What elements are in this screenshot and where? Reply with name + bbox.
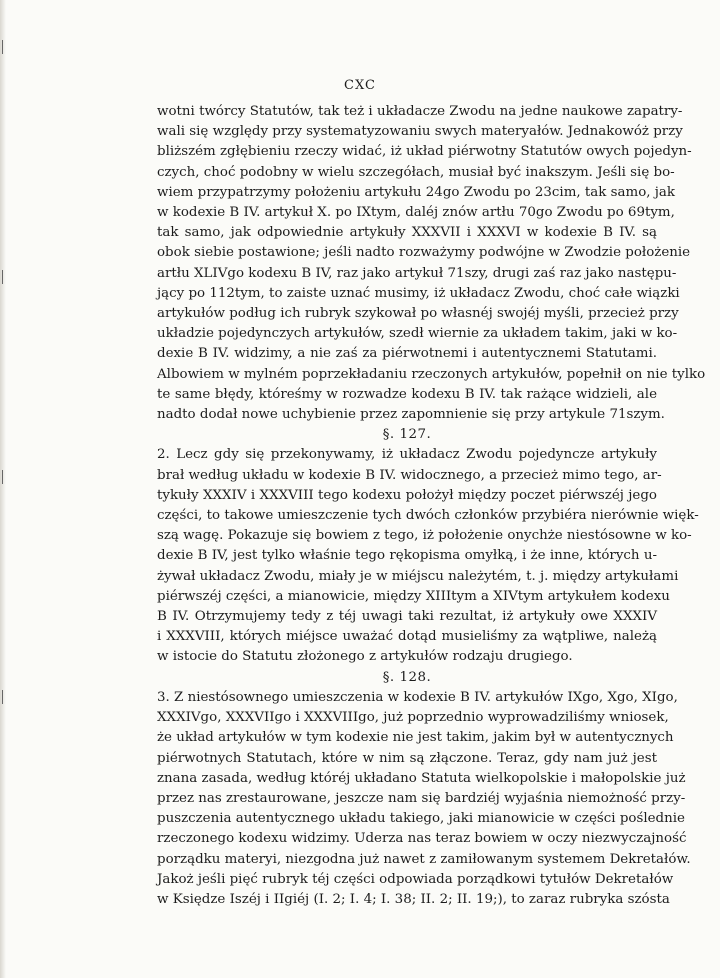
text-line: rzeczonego kodexu widzimy. Uderza nas teraz bowiem w oczy niezwyczajność xyxy=(157,831,687,847)
text-line: wali się względy przy systematyzowaniu swych materyałów. Jednakowóż przy xyxy=(157,124,683,140)
text-line: tak samo, jak odpowiednie artykuły XXXVII i XXXVI w kodexie B IV. są xyxy=(157,225,657,241)
text-line: układzie pojedynczych artykułów, szedł wiernie za układem takim, jaki w ko- xyxy=(157,326,678,342)
text-line: puszczenia autentycznego układu takiego, jaki mianowicie w części poślednie xyxy=(157,811,685,827)
text-line: porządku materyi, niezgodna już nawet z zamiłowanym systemem Dekretałów. xyxy=(157,851,691,867)
page-folio: CXC xyxy=(344,78,376,93)
paragraph-1 xyxy=(157,102,706,425)
section-heading-127: §. 127. xyxy=(382,427,432,443)
text-line: te same błędy, któreśmy w rozwadze kodexu B IV. tak rażące widzieli, ale xyxy=(157,386,657,402)
text-line: Jakoż jeśli pięć rubryk téj części odpowiada porządkowi tytułów Dekretałów xyxy=(157,871,674,887)
paragraph-2 xyxy=(157,445,699,667)
paragraph-3 xyxy=(157,688,691,910)
text-line: XXXIVgo, XXXVIIgo i XXXVIIIgo, już poprzednio wyprowadziliśmy wniosek, xyxy=(157,710,669,726)
page-binding-edge xyxy=(0,0,6,978)
text-line: znana zasada, według któréj układano Statuta wielkopolskie i małopolskie już xyxy=(157,770,686,786)
text-line: 2. Lecz gdy się przekonywamy, iż układacz Zwodu pojedyncze artykuły xyxy=(157,447,657,463)
binding-mark xyxy=(2,270,3,284)
text-line: artłu XLIVgo kodexu B IV, raz jako artykuł 71szy, drugi zaś raz jako następu- xyxy=(157,265,677,281)
text-line: obok siebie postawione; jeśli nadto rozważymy podwójne w Zwodzie położenie xyxy=(157,245,691,261)
text-line: tykuły XXXIV i XXXVIII tego kodexu położył między poczet piérwszéj jego xyxy=(157,487,657,503)
body-text xyxy=(157,102,706,910)
text-line: jący po 112tym, to zaiste uznać musimy, iż układacz Zwodu, choć całe wiązki xyxy=(157,285,680,301)
text-line: 3. Z niestósownego umieszczenia w kodexie B IV. artykułów IXgo, Xgo, XIgo, xyxy=(157,689,678,705)
text-line: i XXXVIII, których miéjsce uważać dotąd musieliśmy za wątpliwe, należą xyxy=(157,629,657,645)
text-line: czych, choć podobny w wielu szczegółach, musiał być inakszym. Jeśli się bo- xyxy=(157,164,675,180)
text-line: dexie B IV. widzimy, a nie zaś za piérwotnemi i autentycznemi Statutami. xyxy=(157,346,657,362)
text-line: szą wagę. Pokazuje się bowiem z tego, iż położenie onychże niestósowne w ko- xyxy=(157,528,692,544)
text-line: wiem przypatrzymy położeniu artykułu 24go Zwodu po 23cim, tak samo, jak xyxy=(157,184,676,200)
text-line: artykułów podług ich rubryk szykował po własnéj swojéj myśli, przecież przy xyxy=(157,306,679,322)
text-line: w istocie do Statutu złożonego z artykułów rodzaju drugiego. xyxy=(157,649,573,665)
binding-mark xyxy=(2,690,3,704)
text-line: żywał układacz Zwodu, miały je w miéjscu należytém, t. j. między artykułami xyxy=(157,568,679,584)
text-line: Albowiem w mylném poprzekładaniu rzeczonych artykułów, popełnił on nie tylko xyxy=(157,366,706,382)
text-line: w kodexie B IV. artykuł X. po IXtym, daléj znów artłu 70go Zwodu po 69tym, xyxy=(157,205,675,221)
binding-mark xyxy=(2,40,3,54)
text-line: przez nas zrestaurowane, jeszcze nam się bardziéj wyjaśnia niemożność przy- xyxy=(157,790,686,806)
section-heading-128: §. 128. xyxy=(382,669,432,685)
text-line: piérwszéj części, a mianowicie, między XIIItym a XIVtym artykułem kodexu xyxy=(157,588,670,604)
text-line: B IV. Otrzymujemy tedy z téj uwagi taki rezultat, iż artykuły owe XXXIV xyxy=(157,609,657,625)
text-line: części, to takowe umieszczenie tych dwóch członków przybiéra nierównie więk- xyxy=(157,508,699,524)
text-line: nadto dodał nowe uchybienie przez zapomnienie się przy artykule 71szym. xyxy=(157,407,665,423)
binding-mark xyxy=(2,470,3,484)
text-line: brał według układu w kodexie B IV. widocznego, a przecież mimo tego, ar- xyxy=(157,467,662,483)
text-line: piérwotnych Statutach, które w nim są złączone. Teraz, gdy nam już jest xyxy=(157,750,657,766)
text-line: że układ artykułów w tym kodexie nie jest takim, jakim był w autentycznych xyxy=(157,730,674,746)
text-line: w Księdze Iszéj i IIgiéj (I. 2; I. 4; I. 38; II. 2; II. 19;), to zaraz rubryka szósta xyxy=(157,891,670,907)
text-line: dexie B IV, jest tylko właśnie tego rękopisma omyłką, i że inne, których u- xyxy=(157,548,657,564)
text-line: wotni twórcy Statutów, tak też i układacze Zwodu na jedne naukowe zapatry- xyxy=(157,104,683,119)
text-line: bliższém zgłębieniu rzeczy widać, iż układ piérwotny Statutów owych pojedyn- xyxy=(157,144,692,160)
